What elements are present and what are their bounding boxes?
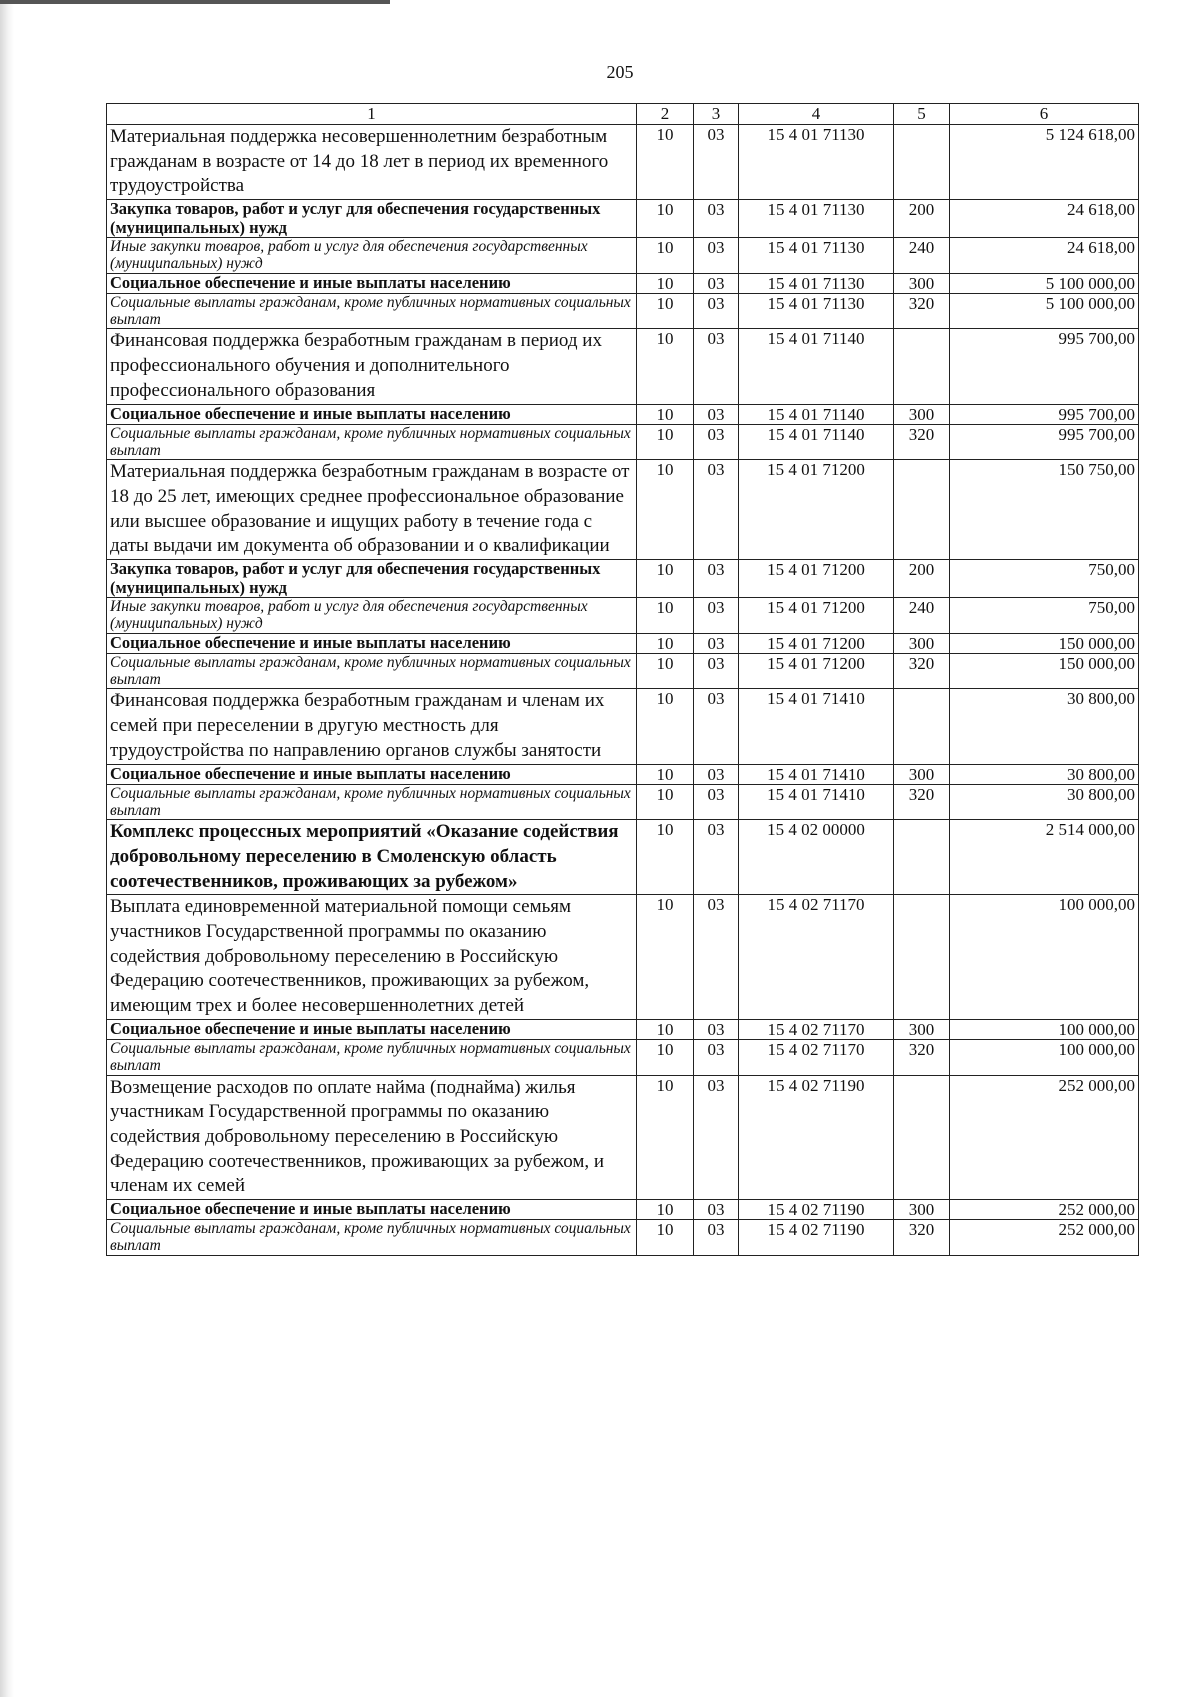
row-name: Социальные выплаты гражданам, кроме публичных нормативных социальных выплат (107, 653, 637, 689)
row-section: 10 (637, 273, 694, 293)
table-row (107, 633, 1139, 653)
row-name: Социальное обеспечение и иные выплаты населению (107, 764, 637, 784)
row-amount: 150 750,00 (950, 460, 1139, 560)
row-subsection: 03 (694, 460, 739, 560)
row-section: 10 (637, 1019, 694, 1039)
row-subsection: 03 (694, 597, 739, 633)
row-target-code: 15 4 02 71170 (739, 1019, 894, 1039)
table-row (107, 125, 1139, 200)
row-expense-type: 320 (894, 1039, 950, 1075)
row-subsection: 03 (694, 238, 739, 274)
row-section: 10 (637, 404, 694, 424)
table-row (107, 1219, 1139, 1255)
row-expense-type (894, 125, 950, 200)
row-target-code: 15 4 02 71190 (739, 1219, 894, 1255)
row-subsection: 03 (694, 653, 739, 689)
row-amount: 995 700,00 (950, 404, 1139, 424)
row-expense-type (894, 820, 950, 895)
row-amount: 5 100 000,00 (950, 293, 1139, 329)
table-row (107, 460, 1139, 560)
row-name: Материальная поддержка несовершеннолетним безработным гражданам в возрасте от 14 до 18 лет в период их временного трудоустройства (107, 125, 637, 200)
row-target-code: 15 4 01 71140 (739, 404, 894, 424)
row-section: 10 (637, 633, 694, 653)
table-row (107, 273, 1139, 293)
table-row (107, 1039, 1139, 1075)
row-target-code: 15 4 01 71410 (739, 764, 894, 784)
row-subsection: 03 (694, 293, 739, 329)
row-target-code: 15 4 02 71190 (739, 1199, 894, 1219)
column-header: 2 (637, 104, 694, 125)
row-subsection: 03 (694, 424, 739, 460)
column-header: 1 (107, 104, 637, 125)
table-row (107, 1199, 1139, 1219)
row-subsection: 03 (694, 1199, 739, 1219)
row-amount: 150 000,00 (950, 653, 1139, 689)
row-expense-type (894, 689, 950, 764)
row-subsection: 03 (694, 560, 739, 598)
row-name: Иные закупки товаров, работ и услуг для обеспечения государственных (муниципальных) нужд (107, 597, 637, 633)
row-section: 10 (637, 1039, 694, 1075)
row-expense-type (894, 895, 950, 1019)
row-name: Финансовая поддержка безработным гражданам в период их профессионального обучения и дополнительного профессионального образования (107, 329, 637, 404)
row-subsection: 03 (694, 200, 739, 238)
row-section: 10 (637, 820, 694, 895)
table-row (107, 820, 1139, 895)
row-name: Финансовая поддержка безработным гражданам и членам их семей при переселении в другую местность для трудоустройства по направлению органов службы занятости (107, 689, 637, 764)
row-name: Иные закупки товаров, работ и услуг для обеспечения государственных (муниципальных) нужд (107, 238, 637, 274)
row-amount: 995 700,00 (950, 329, 1139, 404)
row-target-code: 15 4 02 71170 (739, 1039, 894, 1075)
row-section: 10 (637, 597, 694, 633)
row-expense-type: 300 (894, 1199, 950, 1219)
row-target-code: 15 4 02 71170 (739, 895, 894, 1019)
row-target-code: 15 4 01 71140 (739, 424, 894, 460)
row-section: 10 (637, 200, 694, 238)
header-row (107, 104, 1139, 125)
row-subsection: 03 (694, 633, 739, 653)
row-subsection: 03 (694, 1219, 739, 1255)
row-expense-type: 240 (894, 238, 950, 274)
row-section: 10 (637, 329, 694, 404)
row-amount: 30 800,00 (950, 689, 1139, 764)
row-section: 10 (637, 1219, 694, 1255)
row-subsection: 03 (694, 820, 739, 895)
row-expense-type: 320 (894, 784, 950, 820)
row-expense-type: 300 (894, 404, 950, 424)
row-section: 10 (637, 238, 694, 274)
table-row (107, 238, 1139, 274)
row-expense-type: 320 (894, 293, 950, 329)
row-section: 10 (637, 293, 694, 329)
row-expense-type (894, 1075, 950, 1199)
row-name: Возмещение расходов по оплате найма (поднайма) жилья участникам Государственной программы по оказанию содействия добровольному переселению в Российскую Федерацию соотечественников, проживающих за рубежом, и членам их семей (107, 1075, 637, 1199)
row-name: Закупка товаров, работ и услуг для обеспечения государственных (муниципальных) нужд (107, 560, 637, 598)
row-name: Материальная поддержка безработным гражданам в возрасте от 18 до 25 лет, имеющих среднее профессиональное образование или высшее образование и ищущих работу в течение года с даты выдачи им документа об образовании и о квалификации (107, 460, 637, 560)
row-amount: 24 618,00 (950, 238, 1139, 274)
row-target-code: 15 4 01 71130 (739, 125, 894, 200)
row-amount: 995 700,00 (950, 424, 1139, 460)
row-amount: 30 800,00 (950, 764, 1139, 784)
row-name: Социальные выплаты гражданам, кроме публичных нормативных социальных выплат (107, 784, 637, 820)
table-row (107, 597, 1139, 633)
column-header: 4 (739, 104, 894, 125)
row-target-code: 15 4 01 71410 (739, 689, 894, 764)
table-row (107, 653, 1139, 689)
row-section: 10 (637, 424, 694, 460)
table-row (107, 200, 1139, 238)
page-number: 205 (606, 62, 634, 82)
table-body (107, 125, 1139, 1256)
row-subsection: 03 (694, 125, 739, 200)
row-section: 10 (637, 784, 694, 820)
row-name: Закупка товаров, работ и услуг для обеспечения государственных (муниципальных) нужд (107, 200, 637, 238)
row-expense-type: 320 (894, 424, 950, 460)
row-section: 10 (637, 125, 694, 200)
table-row (107, 424, 1139, 460)
row-subsection: 03 (694, 1075, 739, 1199)
row-section: 10 (637, 1199, 694, 1219)
row-subsection: 03 (694, 764, 739, 784)
table-row (107, 560, 1139, 598)
table-row (107, 895, 1139, 1019)
table-row (107, 404, 1139, 424)
row-subsection: 03 (694, 784, 739, 820)
column-header: 6 (950, 104, 1139, 125)
row-name: Социальные выплаты гражданам, кроме публичных нормативных социальных выплат (107, 424, 637, 460)
row-target-code: 15 4 01 71200 (739, 597, 894, 633)
row-section: 10 (637, 689, 694, 764)
row-amount: 24 618,00 (950, 200, 1139, 238)
row-amount: 100 000,00 (950, 1039, 1139, 1075)
row-subsection: 03 (694, 1039, 739, 1075)
row-section: 10 (637, 895, 694, 1019)
row-subsection: 03 (694, 329, 739, 404)
row-amount: 252 000,00 (950, 1199, 1139, 1219)
row-section: 10 (637, 560, 694, 598)
row-name: Социальное обеспечение и иные выплаты населению (107, 1019, 637, 1039)
row-name: Социальное обеспечение и иные выплаты населению (107, 633, 637, 653)
scan-edge (0, 0, 14, 1697)
table-row (107, 1019, 1139, 1039)
column-header: 5 (894, 104, 950, 125)
row-amount: 252 000,00 (950, 1075, 1139, 1199)
scan-top-mark (0, 0, 390, 4)
row-expense-type (894, 460, 950, 560)
row-amount: 750,00 (950, 597, 1139, 633)
row-target-code: 15 4 02 00000 (739, 820, 894, 895)
row-expense-type: 300 (894, 273, 950, 293)
row-name: Социальные выплаты гражданам, кроме публичных нормативных социальных выплат (107, 293, 637, 329)
row-target-code: 15 4 01 71130 (739, 200, 894, 238)
row-target-code: 15 4 01 71130 (739, 273, 894, 293)
row-expense-type (894, 329, 950, 404)
row-amount: 30 800,00 (950, 784, 1139, 820)
row-name: Выплата единовременной материальной помощи семьям участников Государственной программы по оказанию содействия добровольному переселению в Российскую Федерацию соотечественников, проживающих за рубежом, имеющим трех и более несовершеннолетних детей (107, 895, 637, 1019)
row-target-code: 15 4 01 71410 (739, 784, 894, 820)
row-expense-type: 200 (894, 560, 950, 598)
row-name: Социальные выплаты гражданам, кроме публичных нормативных социальных выплат (107, 1039, 637, 1075)
row-expense-type: 200 (894, 200, 950, 238)
row-name: Социальные выплаты гражданам, кроме публичных нормативных социальных выплат (107, 1219, 637, 1255)
table-row (107, 784, 1139, 820)
row-target-code: 15 4 01 71200 (739, 653, 894, 689)
row-expense-type: 300 (894, 1019, 950, 1039)
row-name: Социальное обеспечение и иные выплаты населению (107, 273, 637, 293)
budget-table (106, 103, 1139, 1256)
row-target-code: 15 4 01 71130 (739, 293, 894, 329)
row-section: 10 (637, 764, 694, 784)
row-section: 10 (637, 653, 694, 689)
table-row (107, 764, 1139, 784)
row-target-code: 15 4 01 71140 (739, 329, 894, 404)
row-expense-type: 240 (894, 597, 950, 633)
table-row (107, 1075, 1139, 1199)
row-amount: 100 000,00 (950, 1019, 1139, 1039)
row-subsection: 03 (694, 404, 739, 424)
row-expense-type: 320 (894, 1219, 950, 1255)
row-target-code: 15 4 01 71200 (739, 560, 894, 598)
row-name: Социальное обеспечение и иные выплаты населению (107, 404, 637, 424)
table-row (107, 329, 1139, 404)
row-target-code: 15 4 01 71200 (739, 460, 894, 560)
row-amount: 750,00 (950, 560, 1139, 598)
row-amount: 5 100 000,00 (950, 273, 1139, 293)
row-expense-type: 300 (894, 633, 950, 653)
row-name: Комплекс процессных мероприятий «Оказание содействия добровольному переселению в Смоленскую область соотечественников, проживающих за рубежом» (107, 820, 637, 895)
row-amount: 150 000,00 (950, 633, 1139, 653)
row-section: 10 (637, 460, 694, 560)
row-subsection: 03 (694, 1019, 739, 1039)
row-target-code: 15 4 01 71200 (739, 633, 894, 653)
row-section: 10 (637, 1075, 694, 1199)
row-amount: 2 514 000,00 (950, 820, 1139, 895)
table-row (107, 689, 1139, 764)
row-subsection: 03 (694, 273, 739, 293)
row-target-code: 15 4 02 71190 (739, 1075, 894, 1199)
row-amount: 252 000,00 (950, 1219, 1139, 1255)
table-row (107, 293, 1139, 329)
row-subsection: 03 (694, 895, 739, 1019)
row-expense-type: 320 (894, 653, 950, 689)
row-expense-type: 300 (894, 764, 950, 784)
column-header: 3 (694, 104, 739, 125)
row-amount: 5 124 618,00 (950, 125, 1139, 200)
row-name: Социальное обеспечение и иные выплаты населению (107, 1199, 637, 1219)
row-target-code: 15 4 01 71130 (739, 238, 894, 274)
row-subsection: 03 (694, 689, 739, 764)
row-amount: 100 000,00 (950, 895, 1139, 1019)
